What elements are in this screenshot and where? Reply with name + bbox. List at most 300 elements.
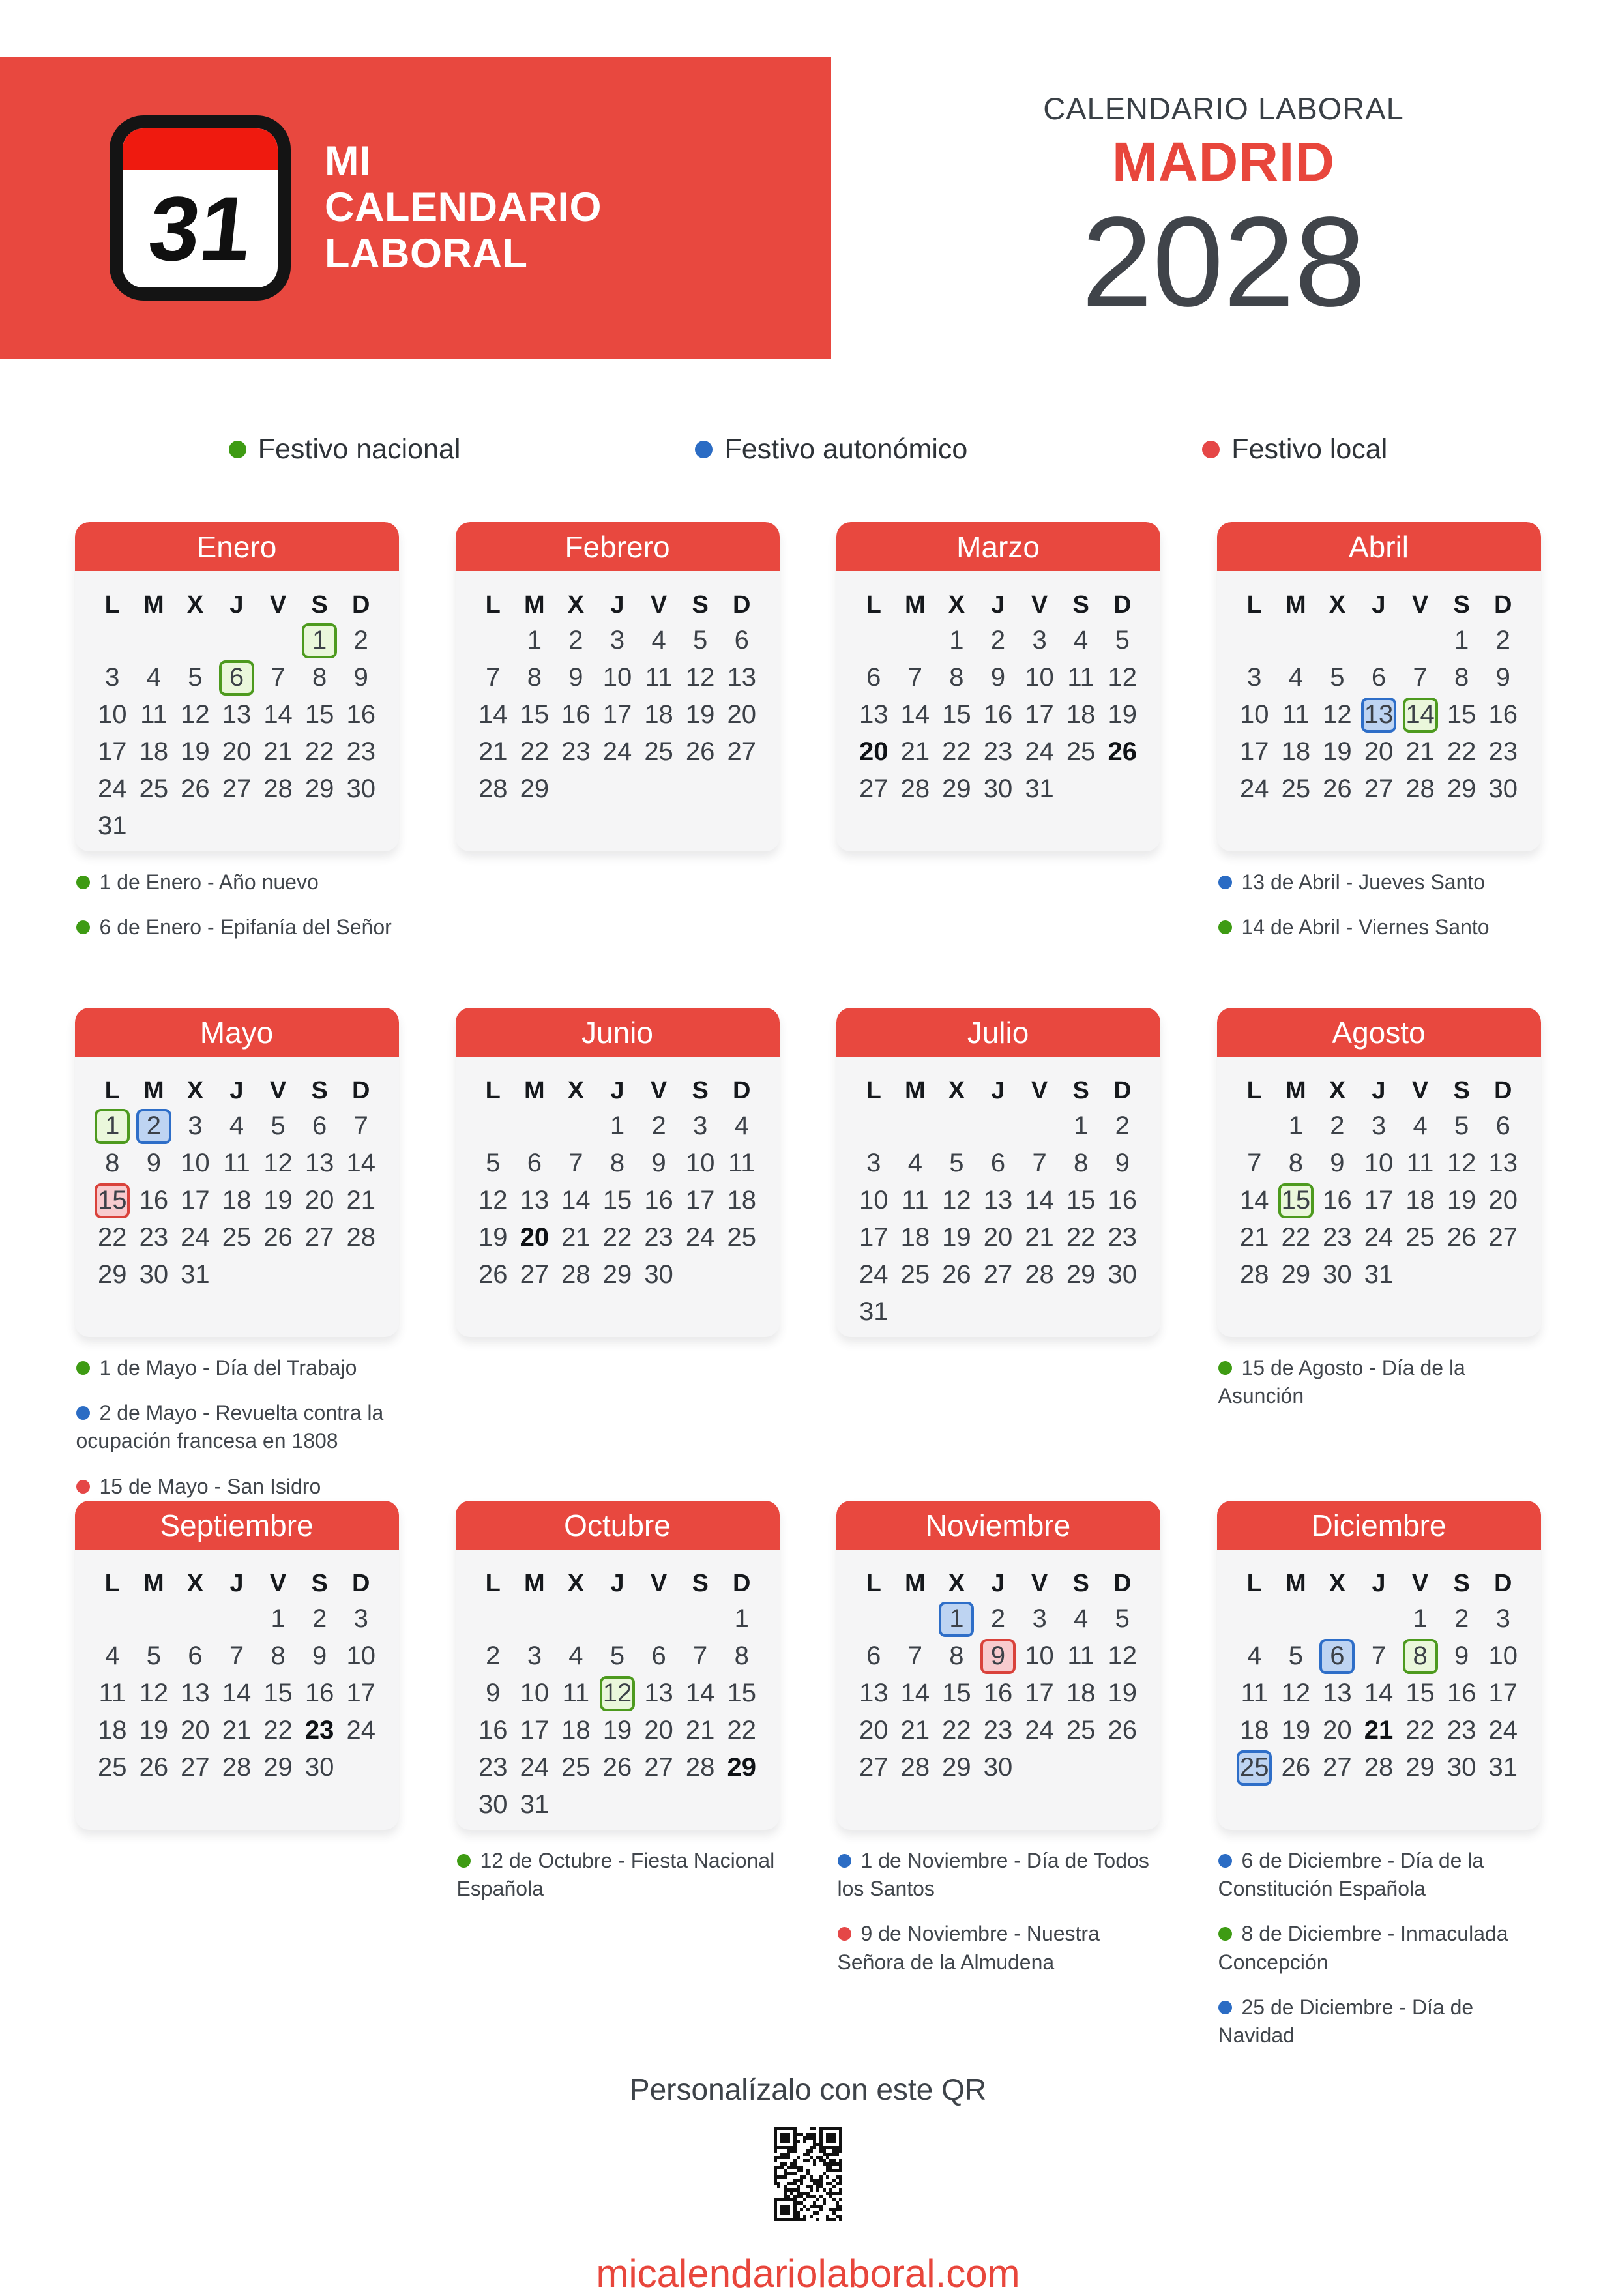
day-cell: 20 (222, 737, 252, 766)
day-cell: 19 (1447, 1186, 1476, 1214)
month-notes (1217, 1337, 1541, 1501)
note-dot-autonomico-icon (1218, 1854, 1232, 1868)
weekday-cell: M (524, 591, 545, 619)
day-cell-empty (1317, 622, 1359, 659)
day-cell: 18 (98, 1716, 127, 1744)
day-cell: 5 (1454, 1111, 1469, 1140)
day-cell: 30 (644, 1260, 673, 1289)
day-cell: 9 (486, 1679, 501, 1707)
day-cell: 24 (181, 1223, 210, 1252)
weekday-cell: M (524, 1076, 545, 1104)
day-cell: 2 (353, 626, 368, 655)
day-cell: 10 (1488, 1641, 1518, 1670)
weekday-row (75, 1567, 399, 1600)
day-cell: 13 (859, 1679, 889, 1707)
day-cell: 27 (1364, 774, 1394, 803)
holiday-note: 2 de Mayo - Revuelta contra la ocupación francesa en 1808 (76, 1401, 384, 1453)
day-cell: 21 (1025, 1223, 1054, 1252)
day-cell: 5 (949, 1149, 964, 1177)
day-cell: 23 (1447, 1716, 1476, 1744)
weekday-cell: D (1113, 1076, 1132, 1104)
day-cell: 3 (353, 1604, 368, 1633)
day-cell: 2 (651, 1111, 666, 1140)
day-cell: 18 (222, 1186, 252, 1214)
month-slot-febrero (456, 522, 780, 1008)
day-cell: 2 (486, 1641, 501, 1670)
day-cell: 19 (1323, 737, 1352, 766)
months-row-3 (75, 1501, 1542, 2067)
weekday-cell: M (905, 591, 926, 619)
holiday-note: 15 de Mayo - San Isidro (76, 1473, 399, 1501)
day-cell: 3 (1247, 663, 1262, 692)
day-cell-empty (894, 1108, 936, 1145)
day-cell: 2 (990, 626, 1006, 655)
month-slot-marzo (836, 522, 1160, 1008)
day-cell: 15 (942, 1679, 971, 1707)
qr-code (774, 2127, 842, 2221)
weekday-row (1217, 1074, 1541, 1108)
day-cell: 7 (1032, 1149, 1047, 1177)
months-row-2 (75, 1008, 1542, 1501)
day-cell: 21 (685, 1716, 715, 1744)
day-cell: 30 (1447, 1753, 1476, 1782)
day-cell: 11 (140, 700, 168, 729)
day-cell: 16 (644, 1186, 673, 1214)
day-cell: 19 (181, 737, 210, 766)
day-cell: 9 (651, 1149, 666, 1177)
day-cell: 2 (312, 1604, 327, 1633)
day-cell: 12 (685, 663, 715, 692)
day-cell: 23 (139, 1223, 169, 1252)
day-cell: 29 (1405, 1753, 1435, 1782)
day-cell: 28 (900, 1753, 930, 1782)
day-cell: 28 (561, 1260, 591, 1289)
day-cell-empty (133, 622, 175, 659)
day-cell-empty (936, 1108, 978, 1145)
note-dot-local-icon (76, 1480, 90, 1494)
holiday-nacional-day: 15 (1278, 1183, 1314, 1218)
day-cell: 1 (271, 1604, 286, 1633)
months-grid (75, 522, 1542, 2067)
day-cell: 24 (1025, 737, 1054, 766)
weekday-cell: D (1113, 591, 1132, 619)
day-cell: 1 (610, 1111, 625, 1140)
day-cell: 16 (478, 1716, 508, 1744)
day-cell: 13 (1323, 1679, 1352, 1707)
day-cell: 12 (139, 1679, 169, 1707)
day-cell: 27 (983, 1260, 1013, 1289)
weekday-cell: J (1372, 1569, 1386, 1597)
day-cell: 24 (1240, 774, 1269, 803)
day-cell: 16 (983, 1679, 1013, 1707)
day-cell: 13 (222, 700, 252, 729)
day-cell: 30 (983, 1753, 1013, 1782)
day-cell: 27 (222, 774, 252, 803)
day-cell-empty (92, 1600, 134, 1638)
weekday-cell: D (732, 1076, 751, 1104)
day-cell: 14 (685, 1679, 715, 1707)
day-cell: 20 (1364, 737, 1394, 766)
day-cell: 25 (1066, 737, 1096, 766)
day-cell: 16 (346, 700, 375, 729)
day-cell: 20 (727, 700, 756, 729)
day-cell: 15 (304, 700, 334, 729)
day-cell: 27 (520, 1260, 550, 1289)
day-cell: 12 (478, 1186, 508, 1214)
month-slot-agosto (1217, 1008, 1541, 1501)
day-cell: 29 (304, 774, 334, 803)
note-dot-nacional-icon (76, 1361, 90, 1375)
day-cell: 7 (568, 1149, 583, 1177)
day-cell: 18 (1405, 1186, 1435, 1214)
day-grid (456, 1600, 780, 1823)
day-grid (1217, 1600, 1541, 1786)
month-slot-diciembre (1217, 1501, 1541, 2067)
note-dot-nacional-icon (1218, 1927, 1232, 1941)
day-cell: 29 (942, 1753, 971, 1782)
day-cell: 8 (271, 1641, 286, 1670)
day-cell: 4 (568, 1641, 583, 1670)
day-cell: 17 (859, 1223, 889, 1252)
day-cell: 5 (1115, 626, 1130, 655)
weekday-cell: X (567, 1076, 585, 1104)
weekday-cell: S (311, 1569, 328, 1597)
day-cell-empty (133, 1600, 175, 1638)
day-cell: 22 (942, 1716, 971, 1744)
day-cell: 23 (478, 1753, 508, 1782)
day-cell: 7 (353, 1111, 368, 1140)
day-cell: 26 (1323, 774, 1352, 803)
day-cell: 16 (1488, 700, 1518, 729)
weekday-cell: X (1329, 1569, 1346, 1597)
day-cell: 8 (949, 1641, 964, 1670)
month-title: Noviembre (836, 1501, 1160, 1550)
weekday-cell: V (1031, 591, 1048, 619)
legend-dot-autonomico-icon (695, 441, 713, 458)
day-cell (92, 1108, 134, 1145)
day-cell: 17 (1025, 700, 1054, 729)
weekday-cell: M (1285, 1569, 1306, 1597)
day-cell: 16 (561, 700, 591, 729)
weekday-cell: X (567, 1569, 585, 1597)
day-cell: 19 (263, 1186, 293, 1214)
weekday-row (75, 588, 399, 622)
day-cell: 27 (644, 1753, 673, 1782)
day-cell: 1 (1454, 626, 1469, 655)
day-cell: 26 (263, 1223, 293, 1252)
holiday-note: 9 de Noviembre - Nuestra Señora de la Almudena (837, 1922, 1100, 1974)
month-panel-marzo (836, 522, 1160, 851)
header-city: MADRID (1112, 131, 1335, 192)
day-cell: 24 (1025, 1716, 1054, 1744)
day-cell: 6 (866, 663, 881, 692)
day-cell: 10 (520, 1679, 550, 1707)
day-cell: 2 (1115, 1111, 1130, 1140)
day-cell: 29 (1066, 1260, 1096, 1289)
note-dot-nacional-icon (76, 920, 90, 934)
day-cell: 11 (645, 663, 673, 692)
day-cell: 11 (562, 1679, 590, 1707)
holiday-autonomico-day: 25 (1237, 1750, 1272, 1786)
weekday-cell: X (948, 1569, 965, 1597)
day-cell: 11 (1067, 663, 1094, 692)
day-cell: 23 (983, 737, 1013, 766)
day-cell: 19 (602, 1716, 632, 1744)
holiday-nacional-day: 1 (95, 1109, 130, 1144)
day-cell: 13 (304, 1149, 334, 1177)
day-cell: 10 (1240, 700, 1269, 729)
logo-calendar-icon (110, 115, 291, 301)
month-notes (836, 1830, 1160, 1977)
day-cell: 20 (644, 1716, 673, 1744)
weekday-cell: L (104, 1076, 120, 1104)
brand-banner (0, 57, 831, 359)
day-cell: 27 (727, 737, 756, 766)
weekday-cell: V (1031, 1569, 1048, 1597)
day-cell: 22 (304, 737, 334, 766)
day-cell: 29 (727, 1753, 756, 1782)
day-cell: 12 (1108, 663, 1137, 692)
day-cell-empty (1275, 622, 1317, 659)
weekday-cell: L (1246, 1076, 1262, 1104)
day-cell: 18 (1240, 1716, 1269, 1744)
day-cell: 11 (223, 1149, 250, 1177)
month-panel-mayo (75, 1008, 399, 1337)
weekday-cell: J (1372, 591, 1386, 619)
weekday-cell: M (905, 1076, 926, 1104)
day-cell: 3 (693, 1111, 708, 1140)
day-cell: 19 (1108, 1679, 1137, 1707)
day-cell: 17 (520, 1716, 550, 1744)
day-cell: 10 (1364, 1149, 1394, 1177)
month-panel-junio (456, 1008, 780, 1337)
weekday-cell: L (485, 591, 501, 619)
day-cell: 27 (859, 774, 889, 803)
day-cell: 15 (1066, 1186, 1096, 1214)
weekday-row (456, 1074, 780, 1108)
day-cell: 17 (602, 700, 632, 729)
day-cell: 22 (263, 1716, 293, 1744)
month-notes (836, 851, 1160, 1008)
weekday-cell: V (1411, 1076, 1429, 1104)
day-cell: 25 (222, 1223, 252, 1252)
header-suptitle: CALENDARIO LABORAL (1043, 91, 1404, 126)
day-cell: 5 (188, 663, 203, 692)
day-cell: 19 (685, 700, 715, 729)
day-cell-empty (555, 1600, 597, 1638)
weekday-row (836, 1567, 1160, 1600)
day-cell: 25 (644, 737, 673, 766)
day-cell: 27 (1488, 1223, 1518, 1252)
day-grid (836, 1600, 1160, 1786)
day-cell: 21 (900, 1716, 930, 1744)
day-cell: 25 (1281, 774, 1311, 803)
month-panel-diciembre (1217, 1501, 1541, 1830)
day-cell-empty (977, 1108, 1019, 1145)
day-cell: 12 (181, 700, 210, 729)
day-cell: 30 (139, 1260, 169, 1289)
day-cell (1400, 1638, 1441, 1675)
logo-line-1: MI (325, 138, 371, 184)
day-cell: 7 (229, 1641, 244, 1670)
holiday-note: 25 de Diciembre - Día de Navidad (1218, 1995, 1474, 2047)
note-dot-nacional-icon (1218, 1361, 1232, 1375)
day-cell: 28 (685, 1753, 715, 1782)
qr-caption: Personalízalo con este QR (629, 2072, 987, 2107)
holiday-note: 12 de Octubre - Fiesta Nacional Española (456, 1849, 775, 1901)
day-cell: 21 (1364, 1716, 1394, 1744)
day-cell: 18 (644, 700, 673, 729)
weekday-cell: L (866, 1569, 881, 1597)
day-cell: 27 (859, 1753, 889, 1782)
day-cell: 7 (1413, 663, 1428, 692)
holiday-nacional-day: 12 (600, 1676, 635, 1711)
day-cell: 21 (900, 737, 930, 766)
weekday-cell: J (610, 1076, 624, 1104)
day-cell: 17 (346, 1679, 375, 1707)
day-cell: 19 (1108, 700, 1137, 729)
day-cell (299, 622, 340, 659)
day-cell (936, 1600, 978, 1638)
note-dot-autonomico-icon (1218, 876, 1232, 889)
holiday-note: 1 de Mayo - Día del Trabajo (76, 1354, 399, 1382)
day-cell: 17 (685, 1186, 715, 1214)
day-cell (1234, 1749, 1276, 1786)
day-cell: 21 (263, 737, 293, 766)
holiday-autonomico-day: 1 (939, 1602, 974, 1637)
day-cell-empty (638, 1600, 680, 1638)
day-cell: 21 (346, 1186, 375, 1214)
day-cell: 3 (866, 1149, 881, 1177)
day-cell (977, 1638, 1019, 1675)
month-notes (75, 1830, 399, 1847)
day-cell: 24 (859, 1260, 889, 1289)
day-cell: 18 (1281, 737, 1311, 766)
day-cell: 14 (346, 1149, 375, 1177)
weekday-cell: D (1493, 591, 1512, 619)
day-cell: 21 (561, 1223, 591, 1252)
weekday-row (1217, 588, 1541, 622)
day-cell: 31 (98, 812, 127, 840)
day-cell-empty (473, 622, 514, 659)
day-cell: 11 (1067, 1641, 1094, 1670)
holiday-nacional-day: 14 (1403, 698, 1438, 733)
day-cell: 27 (181, 1753, 210, 1782)
day-grid (75, 622, 399, 845)
legend-item-autonomico (695, 434, 967, 465)
weekday-cell: S (1453, 591, 1470, 619)
day-cell-empty (1234, 1600, 1276, 1638)
day-cell: 22 (98, 1223, 127, 1252)
holiday-autonomico-day: 13 (1361, 698, 1396, 733)
weekday-cell: V (650, 1569, 668, 1597)
month-panel-enero (75, 522, 399, 851)
month-title: Mayo (75, 1008, 399, 1057)
day-cell: 26 (139, 1753, 169, 1782)
day-cell: 24 (98, 774, 127, 803)
day-cell: 9 (990, 663, 1006, 692)
month-title: Abril (1217, 522, 1541, 571)
weekday-cell: M (143, 1076, 164, 1104)
weekday-row (456, 1567, 780, 1600)
day-cell: 16 (1108, 1186, 1137, 1214)
day-cell: 30 (1488, 774, 1518, 803)
note-dot-autonomico-icon (838, 1854, 851, 1868)
weekday-cell: D (351, 1076, 370, 1104)
day-cell: 15 (520, 700, 550, 729)
weekday-cell: L (1246, 1569, 1262, 1597)
month-panel-julio (836, 1008, 1160, 1337)
day-cell (92, 1182, 134, 1219)
weekday-cell: S (1072, 1076, 1089, 1104)
day-cell-empty (514, 1108, 555, 1145)
day-cell: 30 (1108, 1260, 1137, 1289)
day-cell: 9 (1454, 1641, 1469, 1670)
weekday-cell: X (948, 1076, 965, 1104)
day-cell: 1 (949, 626, 964, 655)
day-cell: 16 (983, 700, 1013, 729)
weekday-cell: X (1329, 1076, 1346, 1104)
day-cell: 11 (1406, 1149, 1434, 1177)
day-cell: 18 (1066, 700, 1096, 729)
holiday-note: 8 de Diciembre - Inmaculada Concepción (1218, 1922, 1508, 1974)
legend-item-local (1202, 434, 1387, 465)
day-cell: 15 (263, 1679, 293, 1707)
month-panel-noviembre (836, 1501, 1160, 1830)
day-cell-empty (1358, 622, 1400, 659)
weekday-cell: X (948, 591, 965, 619)
day-cell: 17 (1025, 1679, 1054, 1707)
day-cell: 21 (478, 737, 508, 766)
day-cell: 19 (478, 1223, 508, 1252)
weekday-cell: S (1453, 1569, 1470, 1597)
month-notes (456, 1830, 780, 1903)
holiday-autonomico-day: 2 (136, 1109, 171, 1144)
day-cell: 14 (478, 700, 508, 729)
day-cell: 31 (1364, 1260, 1394, 1289)
day-cell: 30 (478, 1790, 508, 1819)
day-cell: 8 (1074, 1149, 1089, 1177)
day-cell: 24 (1364, 1223, 1394, 1252)
day-cell: 13 (983, 1186, 1013, 1214)
month-notes (1217, 851, 1541, 1008)
weekday-cell: M (905, 1569, 926, 1597)
day-cell: 29 (1447, 774, 1476, 803)
weekday-cell: X (186, 1076, 204, 1104)
month-title: Enero (75, 522, 399, 571)
weekday-cell: D (1493, 1569, 1512, 1597)
day-cell: 28 (1364, 1753, 1394, 1782)
weekday-cell: X (186, 1569, 204, 1597)
day-cell: 2 (1454, 1604, 1469, 1633)
day-cell: 5 (271, 1111, 286, 1140)
weekday-cell: L (485, 1076, 501, 1104)
weekday-cell: S (692, 1076, 709, 1104)
day-cell: 10 (859, 1186, 889, 1214)
day-cell: 10 (685, 1149, 715, 1177)
day-cell: 10 (602, 663, 632, 692)
day-cell: 12 (942, 1186, 971, 1214)
day-cell: 16 (139, 1186, 169, 1214)
day-cell-empty (596, 1600, 638, 1638)
weekday-cell: S (1072, 591, 1089, 619)
day-cell: 27 (1323, 1753, 1352, 1782)
legend-label: Festivo nacional (257, 433, 461, 465)
day-cell: 2 (1495, 626, 1510, 655)
weekday-cell: S (311, 1076, 328, 1104)
day-cell-empty (216, 622, 257, 659)
day-cell: 1 (734, 1604, 749, 1633)
